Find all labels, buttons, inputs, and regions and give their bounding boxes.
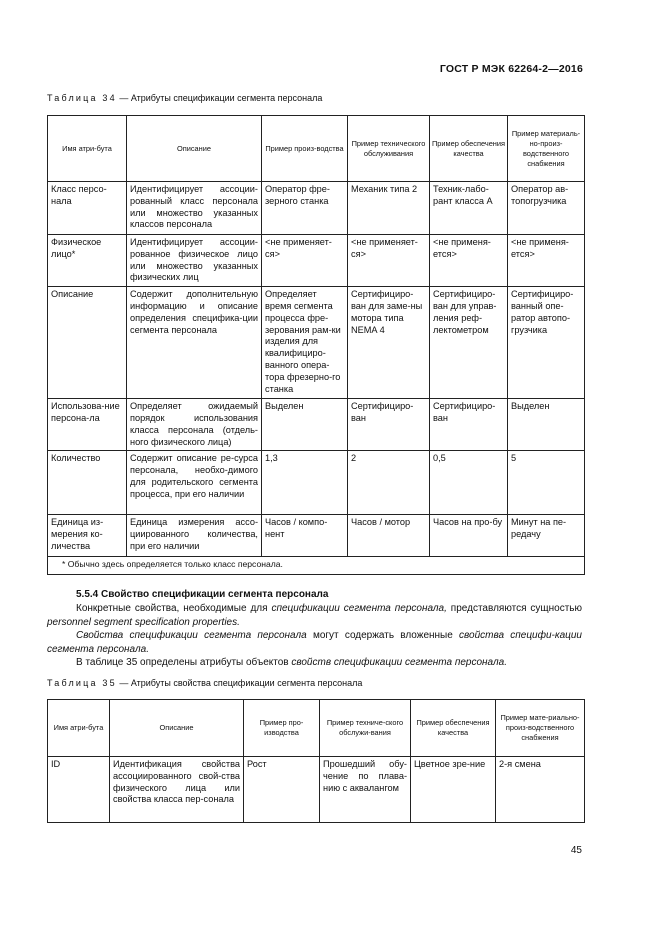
table-cell: Оператор ав-топогрузчика xyxy=(508,182,585,235)
table-cell: Часов на про-бу xyxy=(430,515,508,557)
table-row xyxy=(48,399,585,451)
page-number: 45 xyxy=(570,845,582,856)
p1-term: спецификации сегмента персонала, xyxy=(271,603,447,614)
table-cell: Оператор фре-зерного станка xyxy=(262,182,348,235)
table-35-title: — Атрибуты свойства спецификации сегмента персонала xyxy=(119,678,363,688)
table-cell: Идентификация свойства ассоциированного свой-ства физического лица или свойства класса пер-сонала xyxy=(110,757,244,823)
table-cell: Содержит описание ре-сурса персонала, необхо-димого для родительского сегмента процесса, при его наличии xyxy=(127,451,262,515)
table-cell: Единица из-мерения ко-личества xyxy=(48,515,127,557)
header-cell: Пример техниче-ского обслужи-вания xyxy=(320,700,411,757)
table-cell: Количество xyxy=(48,451,127,515)
p2-term: Свойства спецификации сегмента персонала xyxy=(76,630,307,641)
table-row xyxy=(48,287,585,399)
standard-designation: ГОСТ Р МЭК 62264-2—2016 xyxy=(439,63,583,75)
table-cell: ID xyxy=(48,757,110,823)
header-cell: Имя атри-бута xyxy=(48,700,110,757)
table-cell: Идентифицирует ассоции-рованное физическое лицо или множество указанных физических лиц xyxy=(127,235,262,287)
section-heading: 5.5.4 Свойство спецификации сегмента персонала xyxy=(76,589,329,600)
p1-text: Конкретные свойства, необходимые для xyxy=(76,603,272,614)
table-cell: <не применяет-ся> xyxy=(262,235,348,287)
table-34-caption xyxy=(47,93,322,103)
table-row xyxy=(48,182,585,235)
table-row xyxy=(48,515,585,557)
table-cell: 0,5 xyxy=(430,451,508,515)
table-cell: 2 xyxy=(348,451,430,515)
p1-english-term: personnel segment specification properties. xyxy=(47,616,240,628)
table-cell: Определяет ожидаемый порядок использования класса персонала (отдель-ного физического лица) xyxy=(127,399,262,451)
table-header-row xyxy=(48,116,585,182)
table-cell: Содержит дополнительную информацию и описание определения специфика-ции сегмента персонала xyxy=(127,287,262,399)
paragraph-2 xyxy=(47,629,582,656)
table-cell: Использова-ние персона-ла xyxy=(48,399,127,451)
p3-term: свойств спецификации сегмента персонала. xyxy=(291,657,507,668)
table-cell: Сертифициро-ван для заме-ны мотора типа NEMA 4 xyxy=(348,287,430,399)
table-cell: Класс персо-нала xyxy=(48,182,127,235)
table-cell: Часов / мотор xyxy=(348,515,430,557)
table-cell: 2-я смена xyxy=(496,757,585,823)
table-row xyxy=(48,757,585,823)
paragraph-3 xyxy=(47,656,582,670)
header-cell: Пример технического обслуживания xyxy=(348,116,430,182)
header-cell: Описание xyxy=(127,116,262,182)
table-cell: Сертифициро-ванный опе-ратор автопо-грузчика xyxy=(508,287,585,399)
table-35-number: Таблица 35 xyxy=(47,678,117,688)
table-cell: Механик типа 2 xyxy=(348,182,430,235)
table-cell: Выделен xyxy=(508,399,585,451)
header-cell: Пример материаль-но-произ-водственного снабжения xyxy=(508,116,585,182)
header-cell: Пример мате-риально-произ-водственного снабжения xyxy=(496,700,585,757)
table-cell: <не применяет-ся> xyxy=(348,235,430,287)
table-cell: Физическое лицо* xyxy=(48,235,127,287)
table-row xyxy=(48,235,585,287)
p2-term-2: свойства специфи-кации сегмента персонала. xyxy=(47,630,582,655)
table-cell: Единица измерения ассо-циированного количества, при его наличии xyxy=(127,515,262,557)
table-cell: Сертифициро-ван xyxy=(348,399,430,451)
table-35-caption xyxy=(47,678,362,688)
table-cell: Идентифицирует ассоции-рованный класс персонала или множество указанных классов персонала xyxy=(127,182,262,235)
table-cell: Рост xyxy=(244,757,320,823)
table-cell: Часов / компо-нент xyxy=(262,515,348,557)
table-cell: <не применя-ется> xyxy=(508,235,585,287)
table-cell: <не применя-ется> xyxy=(430,235,508,287)
header-cell: Описание xyxy=(110,700,244,757)
p2-text: могут содержать вложенные xyxy=(306,630,460,641)
table-cell: Сертифициро-ван xyxy=(430,399,508,451)
table-footnote-row xyxy=(48,557,585,575)
header-cell: Пример про-изводства xyxy=(244,700,320,757)
header-cell: Имя атри-бута xyxy=(48,116,127,182)
table-34-number: Таблица 34 xyxy=(47,93,117,103)
table-header-row xyxy=(48,700,585,757)
header-cell: Пример произ-водства xyxy=(262,116,348,182)
paragraph-1 xyxy=(47,602,582,629)
table-cell: Определяет время сегмента процесса фре-зерования рам-ки изделия для квалифициро-ванного опера-тора фрезерно-го станка xyxy=(262,287,348,399)
table-cell: 5 xyxy=(508,451,585,515)
header-cell: Пример обеспечения качества xyxy=(411,700,496,757)
table-34-title: — Атрибуты спецификации сегмента персонала xyxy=(119,93,323,103)
table-cell: Сертифициро-ван для управ-ления реф-лектометром xyxy=(430,287,508,399)
table-35 xyxy=(47,699,585,823)
table-cell: Техник-лабо-рант класса А xyxy=(430,182,508,235)
table-cell: Цветное зре-ние xyxy=(411,757,496,823)
p1-text-2: представляются сущностью xyxy=(446,603,583,614)
table-cell: Минут на пе-редачу xyxy=(508,515,585,557)
table-footnote: * Обычно здесь определяется только класс персонала. xyxy=(48,557,585,575)
table-cell: 1,3 xyxy=(262,451,348,515)
table-row xyxy=(48,451,585,515)
header-cell: Пример обеспечения качества xyxy=(430,116,508,182)
table-cell: Прошедший обу-чение по плава-нию с аквалангом xyxy=(320,757,411,823)
table-cell: Выделен xyxy=(262,399,348,451)
table-cell: Описание xyxy=(48,287,127,399)
p3-text: В таблице 35 определены атрибуты объектов xyxy=(76,657,292,668)
table-34 xyxy=(47,115,585,575)
